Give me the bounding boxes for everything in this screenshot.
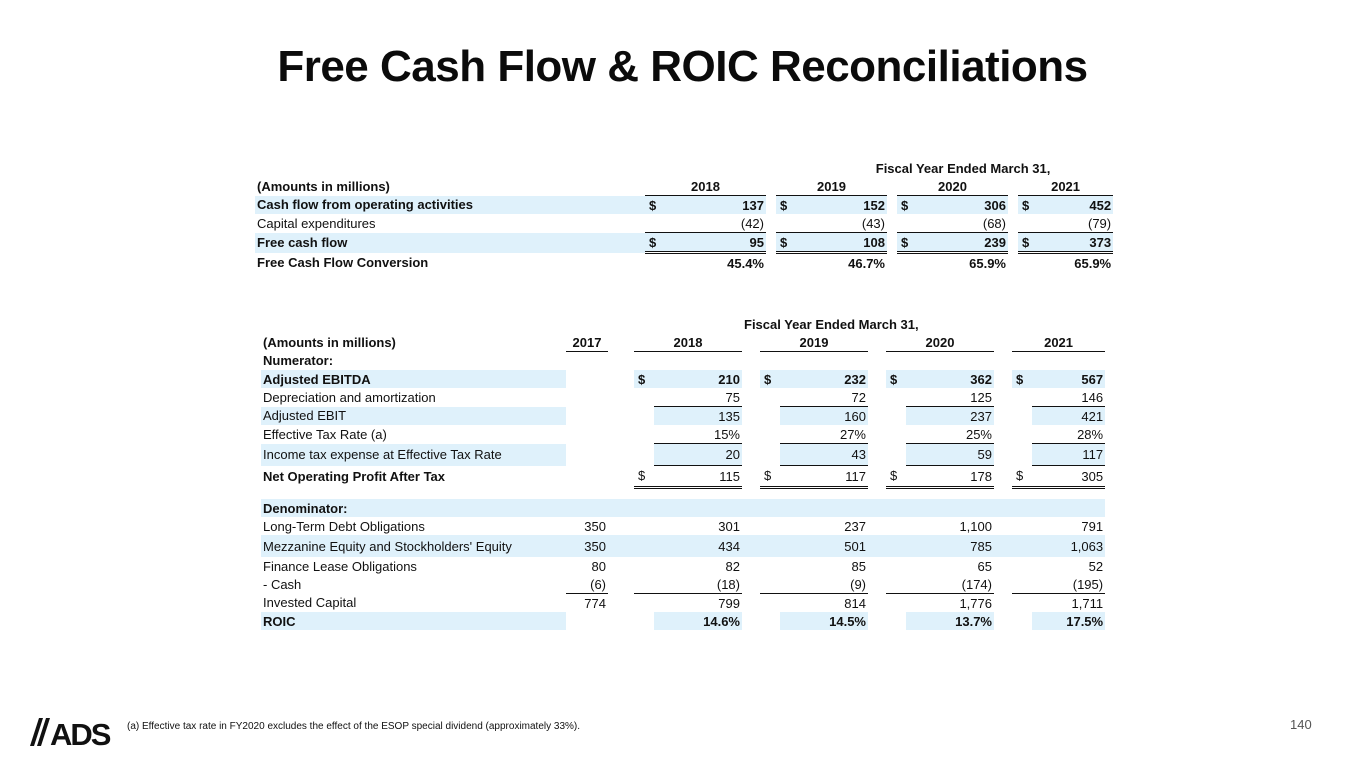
cell-value: 567 [1032,370,1105,388]
cell-value: 82 [725,558,740,574]
currency-symbol: $ [776,233,801,253]
cell-value: 65.9% [1074,255,1112,271]
roic-table [261,315,1105,630]
table-row [261,612,1105,630]
free-cash-flow-table [255,159,1113,273]
currency-symbol: $ [645,196,670,215]
currency-symbol: $ [776,196,801,215]
cell-value: 17.5% [1032,612,1105,630]
cell-value: 774 [584,595,606,611]
cell-value: 43 [780,444,868,466]
cell-value: (42) [670,214,766,233]
table-row [261,444,1105,466]
cell-value: (195) [1032,575,1105,594]
row-label: Income tax expense at Effective Tax Rate [261,444,566,466]
cell-value: (79) [1043,214,1113,233]
cell-value: 501 [780,535,868,557]
cell-value: 95 [670,233,766,253]
currency-symbol: $ [897,233,922,253]
table-row [261,370,1105,388]
cell-value: 814 [844,595,866,611]
cell-value: (18) [654,575,742,594]
cell-value: 27% [780,425,868,444]
table-row [255,233,1113,253]
row-label: Finance Lease Obligations [263,558,417,574]
row-label: Invested Capital [263,595,357,611]
currency-symbol: $ [760,370,780,388]
numerator-label: Numerator: [263,353,334,369]
table-row [255,214,1113,233]
row-label: ROIC [261,612,566,630]
currency-symbol: $ [645,233,670,253]
cell-value: 799 [718,595,740,611]
cell-value: 14.6% [654,612,742,630]
fcf-year-header: 2019 [776,177,887,196]
cell-value: 232 [780,370,868,388]
roic-year-header: 2019 [760,333,868,352]
fcf-amounts-label: (Amounts in millions) [257,178,390,194]
currency-symbol: $ [897,196,922,215]
cell-value: 65.9% [969,255,1006,271]
page-title: Free Cash Flow & ROIC Reconciliations [277,42,1088,91]
cell-value: 125 [906,388,994,407]
cell-value: 80 [591,558,606,574]
table-row [261,594,1105,613]
cell-value: 72 [780,388,868,407]
cell-value: 791 [1081,518,1104,534]
row-label: Free Cash Flow Conversion [257,255,429,270]
cell-value: 434 [654,535,742,557]
cell-value: 13.7% [906,612,994,630]
roic-year-header: 2018 [634,333,742,352]
fcf-fiscal-year-header: Fiscal Year Ended March 31, [875,160,1051,176]
table-row [261,425,1105,444]
cell-value: 160 [780,407,868,426]
row-label: Capital expenditures [257,215,376,231]
fcf-year-header: 2021 [1018,177,1113,196]
cell-value: 237 [906,407,994,426]
cell-value: 362 [906,370,994,388]
cell-value: 178 [906,466,994,488]
footnote: (a) Effective tax rate in FY2020 excludes the effect of the ESOP special dividend (approximately 33%). [127,721,581,732]
cell-value: 301 [718,518,740,534]
cell-value: 152 [801,196,887,215]
cell-value: 25% [906,425,994,444]
currency-symbol: $ [760,466,780,488]
currency-symbol: $ [634,466,654,488]
fcf-year-header: 2018 [645,177,766,196]
currency-symbol: $ [886,466,906,488]
table-row [261,535,1105,557]
cell-value: 135 [654,407,742,426]
cell-value: 239 [922,233,1008,253]
cell-value: 137 [670,196,766,215]
cell-value: 117 [780,466,868,488]
cell-value: 421 [1032,407,1105,426]
cell-value: 28% [1032,425,1105,444]
row-label: Free cash flow [255,233,645,253]
row-label: Mezzanine Equity and Stockholders' Equity [261,535,566,557]
cell-value: 20 [654,444,742,466]
cell-value: 46.7% [848,255,885,271]
cell-value: (9) [780,575,868,594]
row-label: Net Operating Profit After Tax [263,469,446,484]
roic-year-header: 2017 [566,333,608,352]
currency-symbol: $ [1012,466,1032,488]
cell-value: 350 [566,535,608,557]
table-row [261,517,1105,535]
cell-value: 59 [906,444,994,466]
cell-value: 45.4% [727,255,764,271]
table-row [261,388,1105,407]
cell-value: 1,776 [959,595,992,611]
roic-year-header: 2020 [886,333,994,352]
cell-value: 306 [922,196,1008,215]
cell-value: 452 [1043,196,1113,215]
fcf-year-header: 2020 [897,177,1008,196]
cell-value: 115 [654,466,742,488]
roic-fiscal-year-header: Fiscal Year Ended March 31, [744,316,919,332]
logo-slash-marks [30,718,50,746]
cell-value: (43) [801,214,887,233]
cell-value: 1,100 [959,518,992,534]
ads-logo [30,716,118,748]
currency-symbol: $ [886,370,906,388]
cell-value: 1,711 [1071,595,1104,611]
cell-value: 785 [906,535,994,557]
row-label: Adjusted EBIT [261,407,566,426]
table-row [255,196,1113,215]
table-row [255,253,1113,273]
cell-value: 210 [654,370,742,388]
currency-symbol: $ [634,370,654,388]
cell-value: 117 [1032,444,1105,466]
roic-amounts-label: (Amounts in millions) [263,334,396,350]
cell-value: 108 [801,233,887,253]
cell-value: (68) [922,214,1008,233]
cell-value: 146 [1032,388,1105,407]
table-row [261,466,1105,488]
row-label: Cash flow from operating activities [255,196,645,215]
cell-value: 65 [977,558,992,574]
cell-value: 15% [654,425,742,444]
logo-text: ADS [50,717,110,748]
cell-value: 1,063 [1032,535,1105,557]
cell-value: 14.5% [780,612,868,630]
cell-value: 350 [584,518,606,534]
cell-value: (6) [566,575,608,594]
table-row [261,575,1105,594]
cell-value: (174) [906,575,994,594]
table-row [261,557,1105,575]
cell-value: 52 [1088,558,1104,574]
roic-year-header: 2021 [1012,333,1105,352]
page-number: 140 [1290,717,1312,732]
currency-symbol: $ [1018,233,1043,253]
denominator-label: Denominator: [261,499,566,517]
row-label: Depreciation and amortization [263,389,436,405]
currency-symbol: $ [1012,370,1032,388]
cell-value: 373 [1043,233,1113,253]
cell-value: 237 [844,518,866,534]
cell-value: 305 [1032,466,1105,488]
cell-value: 75 [654,388,742,407]
row-label: Effective Tax Rate (a) [263,426,387,442]
row-label: - Cash [263,576,302,592]
row-label: Adjusted EBITDA [261,370,566,388]
row-label: Long-Term Debt Obligations [263,518,425,534]
currency-symbol: $ [1018,196,1043,215]
cell-value: 85 [851,558,866,574]
table-row [261,407,1105,426]
